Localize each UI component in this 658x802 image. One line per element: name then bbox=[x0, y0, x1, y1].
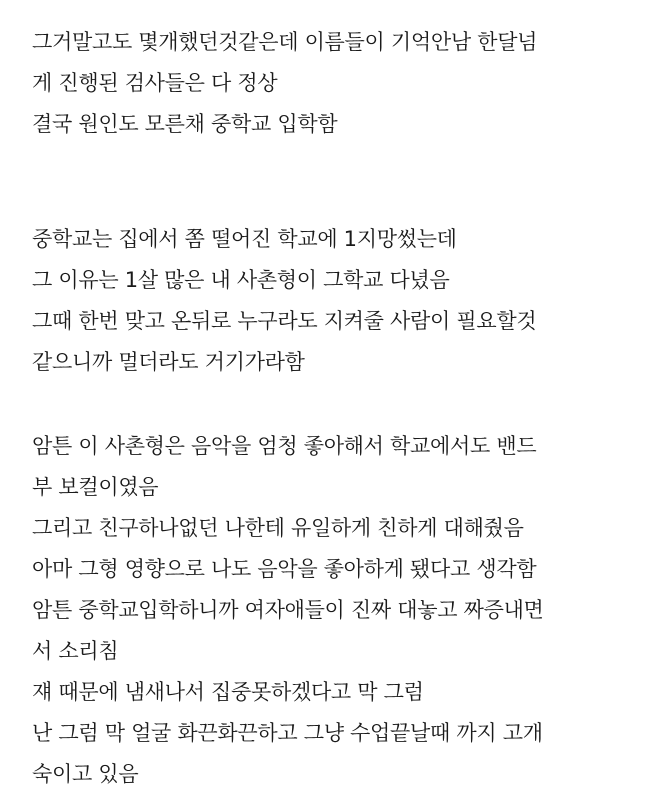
document-body bbox=[32, 22, 642, 795]
text-line: 그 이유는 1살 많은 내 사촌형이 그학교 다녔음 bbox=[32, 268, 450, 292]
paragraph-spacer bbox=[32, 145, 642, 219]
text-line: 쟤 때문에 냄새나서 집중못하겠다고 막 그럼 bbox=[32, 680, 424, 704]
paragraph-2 bbox=[32, 219, 642, 383]
text-line: 그거말고도 몇개했던것같은데 이름들이 기억안남 한달넘 bbox=[32, 30, 538, 54]
text-line: 그리고 친구하나없던 나한테 유일하게 친하게 대해줬음 bbox=[32, 516, 524, 540]
paragraph-spacer bbox=[32, 383, 642, 426]
text-line: 아마 그형 영향으로 나도 음악을 좋아하게 됐다고 생각함 bbox=[32, 557, 537, 581]
text-line: 난 그럼 막 얼굴 화끈화끈하고 그냥 수업끝날때 까지 고개 bbox=[32, 721, 543, 745]
text-line: 서 소리침 bbox=[32, 639, 119, 663]
text-line: 같으니까 멀더라도 거기가라함 bbox=[32, 350, 305, 374]
text-line: 암튼 중학교입학하니까 여자애들이 진짜 대놓고 짜증내면 bbox=[32, 598, 544, 622]
text-line: 부 보컬이였음 bbox=[32, 475, 159, 499]
paragraph-1 bbox=[32, 22, 642, 145]
text-line: 게 진행된 검사들은 다 정상 bbox=[32, 71, 278, 95]
text-line: 중학교는 집에서 쫌 떨어진 학교에 1지망썼는데 bbox=[32, 227, 457, 251]
text-line: 결국 원인도 모른채 중학교 입학함 bbox=[32, 112, 338, 136]
paragraph-3 bbox=[32, 426, 642, 795]
text-line: 그때 한번 맞고 온뒤로 누구라도 지켜줄 사람이 필요할것 bbox=[32, 309, 537, 333]
text-line: 숙이고 있음 bbox=[32, 762, 139, 786]
text-line: 암튼 이 사촌형은 음악을 엄청 좋아해서 학교에서도 밴드 bbox=[32, 434, 537, 458]
